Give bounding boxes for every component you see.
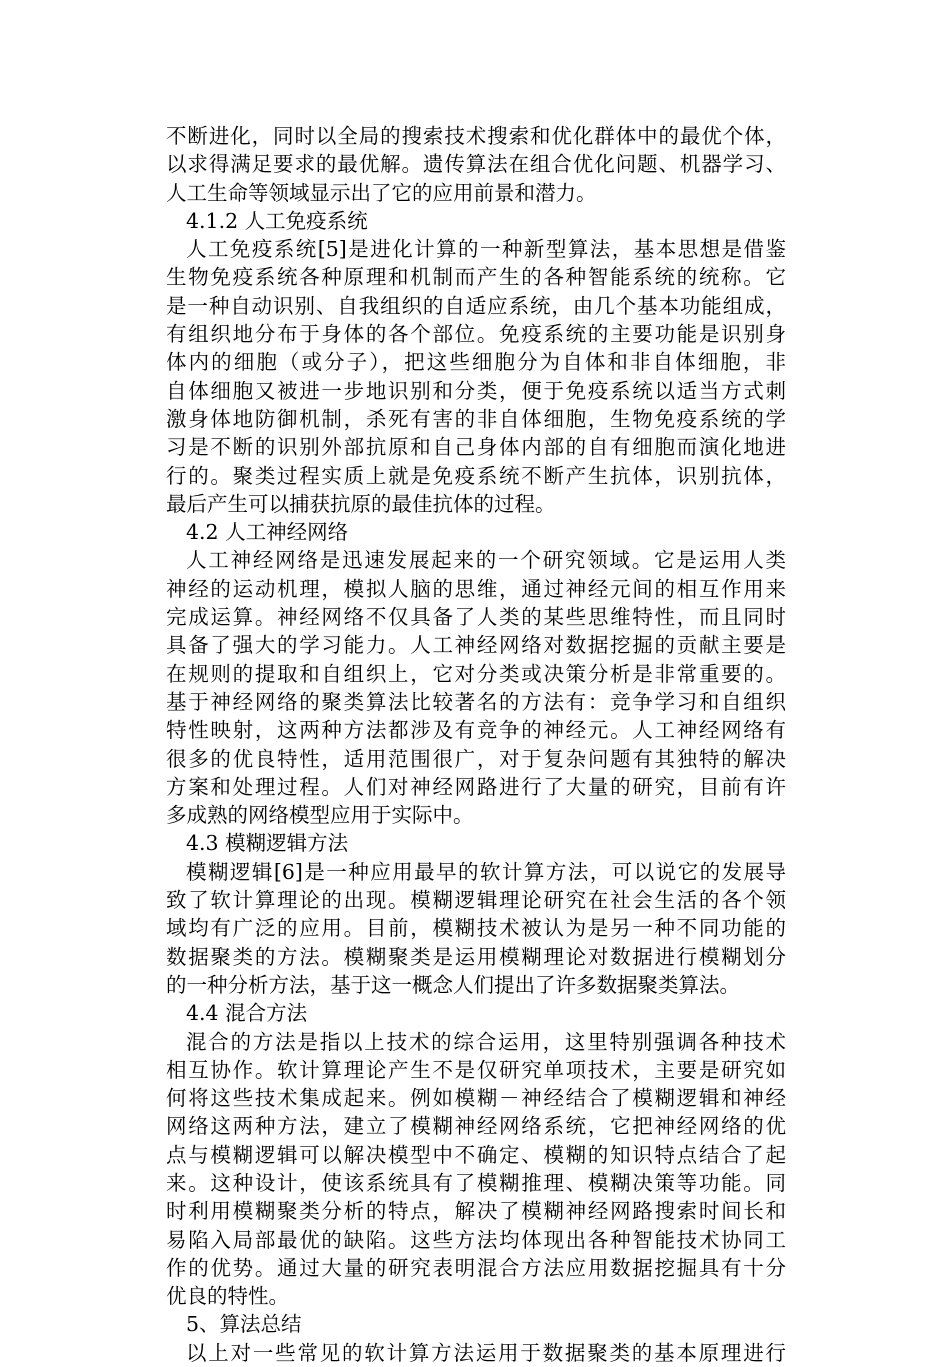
text-line: 是一种自动识别、自我组织的自适应系统，由几个基本功能组成， [166,293,786,318]
text-line: 在规则的提取和自组织上，它对分类或决策分析是非常重要的。 [166,661,786,686]
text-line: 人工神经网络是迅速发展起来的一个研究领域。它是运用人类 [186,548,786,573]
text-line: 混合的方法是指以上技术的综合运用，这里特别强调各种技术 [186,1029,786,1054]
text-line: 不断进化，同时以全局的搜索技术搜索和优化群体中的最优个体， [166,124,786,148]
text-line: 数据聚类的方法。模糊聚类是运用模糊理论对数据进行模糊划分 [166,944,786,969]
section-heading: 4.3 模糊逻辑方法 [186,831,349,856]
paragraph [166,1339,786,1367]
text-line: 域均有广泛的应用。目前，模糊技术被认为是另一种不同功能的 [166,916,786,941]
text-line: 激身体地防御机制，杀死有害的非自体细胞，生物免疫系统的学 [166,406,786,431]
text-line: 方案和处理过程。人们对神经网路进行了大量的研究，目前有许 [166,774,786,799]
section-heading: 4.4 混合方法 [186,1001,308,1026]
text-line: 具备了强大的学习能力。人工神经网络对数据挖掘的贡献主要是 [166,633,786,658]
paragraph [166,1028,786,1311]
text-line: 很多的优良特性，适用范围很广，对于复杂问题有其独特的解决 [166,746,786,771]
text-line: 网络这两种方法，建立了模糊神经网络系统，它把神经网络的优 [166,1114,786,1139]
text-line: 优良的特性。 [166,1284,289,1309]
text-line: 人工免疫系统[5]是进化计算的一种新型算法，基本思想是借鉴 [186,237,786,262]
paragraph [166,858,786,999]
text-line: 生物免疫系统各种原理和机制而产生的各种智能系统的统称。它 [166,265,786,290]
paragraph [166,235,786,518]
text-line: 何将这些技术集成起来。例如模糊－神经结合了模糊逻辑和神经 [166,1086,786,1111]
text-line: 致了软计算理论的出现。模糊逻辑理论研究在社会生活的各个领 [166,888,786,913]
text-line: 作的优势。通过大量的研究表明混合方法应用数据挖掘具有十分 [166,1255,786,1280]
text-line: 相互协作。软计算理论产生不是仅研究单项技术，主要是研究如 [166,1057,786,1082]
text-line: 神经的运动机理，模拟人脑的思维，通过神经元间的相互作用来 [166,576,786,601]
text-line: 多成熟的网络模型应用于实际中。 [166,803,474,828]
section-heading: 4.2 人工神经网络 [186,520,349,545]
text-line: 有组织地分布于身体的各个部位。免疫系统的主要功能是识别身 [166,322,786,347]
paragraph [166,122,786,207]
section-heading: 5、算法总结 [186,1312,302,1337]
text-line: 以上对一些常见的软计算方法运用于数据聚类的基本原理进行 [186,1340,786,1365]
text-line: 易陷入局部最优的缺陷。这些方法均体现出各种智能技术协同工 [166,1227,786,1252]
text-line: 以求得满足要求的最优解。遗传算法在组合优化问题、机器学习、 [166,152,786,177]
text-line: 体内的细胞（或分子），把这些细胞分为自体和非自体细胞，非 [166,350,786,375]
section-heading: 4.1.2 人工免疫系统 [186,208,368,233]
text-line: 特性映射，这两种方法都涉及有竞争的神经元。人工神经网络有 [166,718,786,743]
text-line: 模糊逻辑[6]是一种应用最早的软计算方法，可以说它的发展导 [186,859,786,884]
text-line: 最后产生可以捕获抗原的最佳抗体的过程。 [166,491,556,516]
text-line: 来。这种设计，使该系统具有了模糊推理、模糊决策等功能。同 [166,1170,786,1195]
text-line: 点与模糊逻辑可以解决模型中不确定、模糊的知识特点结合了起 [166,1142,786,1167]
text-line: 的一种分析方法，基于这一概念人们提出了许多数据聚类算法。 [166,972,740,997]
text-line: 习是不断的识别外部抗原和自己身体内部的自有细胞而演化地进 [166,435,786,460]
text-line: 时利用模糊聚类分析的特点，解决了模糊神经网路搜索时间长和 [166,1199,786,1224]
paragraph [166,546,786,829]
text-line: 行的。聚类过程实质上就是免疫系统不断产生抗体，识别抗体， [166,463,786,488]
text-line: 人工生命等领域显示出了它的应用前景和潜力。 [166,180,597,205]
text-line: 自体细胞又被进一步地识别和分类，便于免疫系统以适当方式刺 [166,378,786,403]
body-text [166,122,786,1367]
text-line: 完成运算。神经网络不仅具备了人类的某些思维特性，而且同时 [166,605,786,630]
text-line: 基于神经网络的聚类算法比较著名的方法有：竞争学习和自组织 [166,689,786,714]
